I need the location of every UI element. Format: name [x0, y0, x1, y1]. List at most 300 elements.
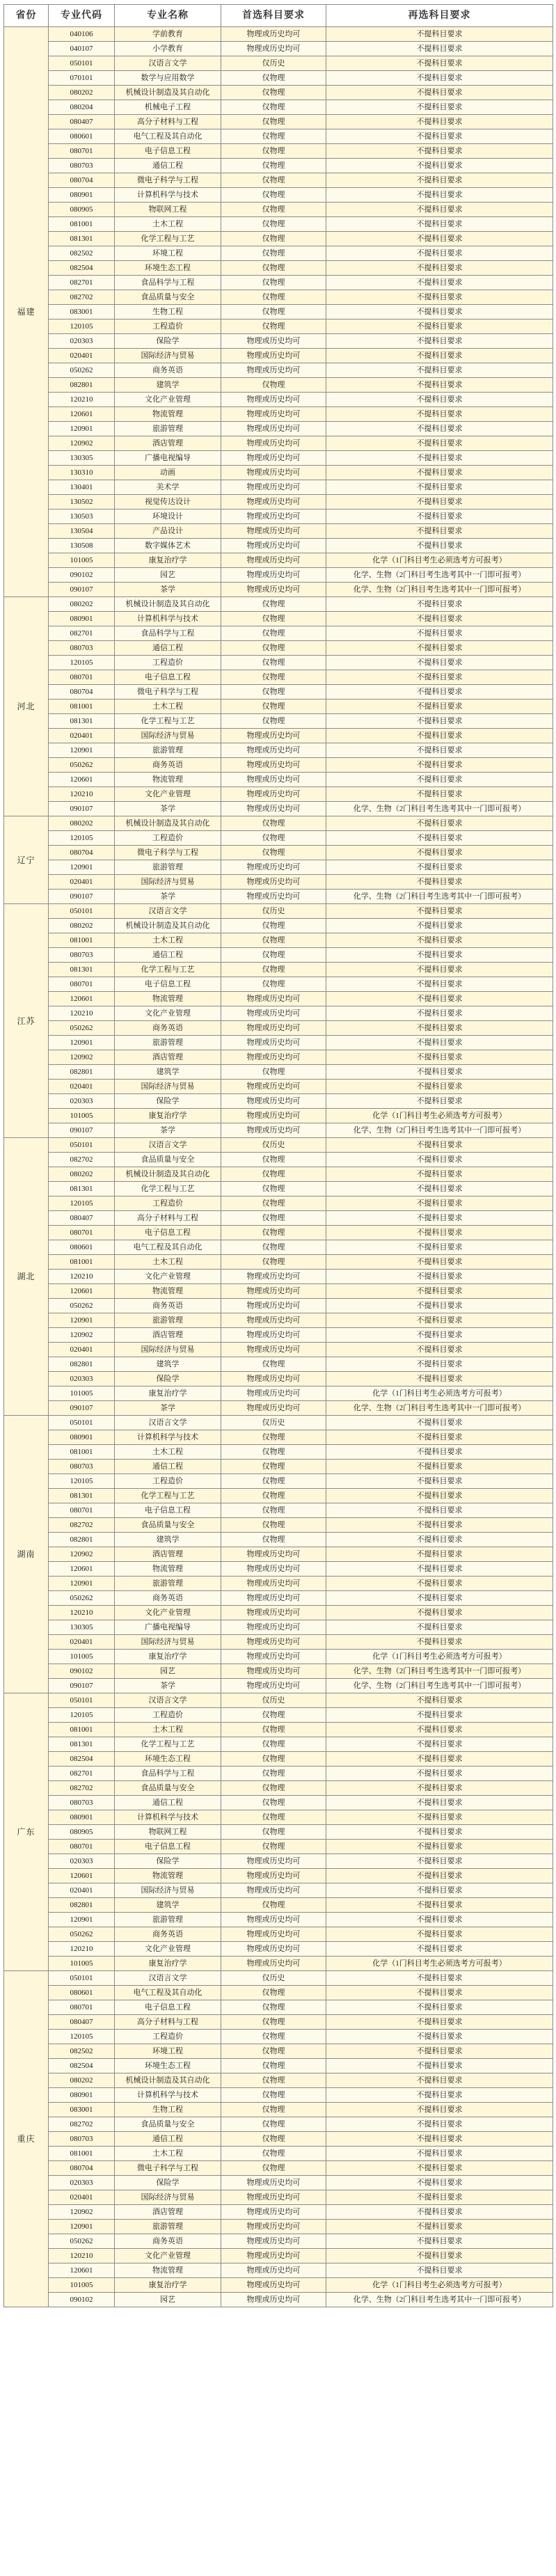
- table-row: [4, 568, 553, 583]
- major-code-cell: 050101: [49, 904, 115, 919]
- first-subject-cell: 物理或历史均可: [221, 1664, 326, 1679]
- table-row: [4, 2073, 553, 2088]
- table-row: [4, 1416, 553, 1430]
- major-code-cell: 020401: [49, 2190, 115, 2205]
- first-subject-cell: 物理或历史均可: [221, 553, 326, 568]
- second-subject-cell: 不提科目要求: [326, 2147, 553, 2161]
- table-row: [4, 1226, 553, 1240]
- major-code-cell: 120902: [49, 436, 115, 451]
- first-subject-cell: 物理或历史均可: [221, 1679, 326, 1693]
- table-row: [4, 1138, 553, 1153]
- first-subject-cell: 物理或历史均可: [221, 1854, 326, 1869]
- major-name-cell: 国际经济与贸易: [115, 1343, 221, 1357]
- major-code-cell: 080601: [49, 1240, 115, 1255]
- major-code-cell: 050262: [49, 1299, 115, 1313]
- second-subject-cell: 不提科目要求: [326, 349, 553, 363]
- second-subject-cell: 化学、生物（2门科目考生选考其中一门即可报考）: [326, 2293, 553, 2307]
- major-name-cell: 计算机科学与技术: [115, 2088, 221, 2103]
- major-name-cell: 机械电子工程: [115, 100, 221, 115]
- second-subject-cell: 不提科目要求: [326, 831, 553, 846]
- second-subject-cell: 不提科目要求: [326, 115, 553, 129]
- first-subject-cell: 物理或历史均可: [221, 466, 326, 480]
- major-name-cell: 通信工程: [115, 159, 221, 173]
- major-code-cell: 120901: [49, 743, 115, 758]
- first-subject-cell: 物理或历史均可: [221, 422, 326, 436]
- second-subject-cell: 不提科目要求: [326, 816, 553, 831]
- second-subject-cell: 不提科目要求: [326, 42, 553, 56]
- major-code-cell: 120210: [49, 1006, 115, 1021]
- second-subject-cell: 化学、生物（2门科目考生选考其中一门即可报考）: [326, 1123, 553, 1138]
- second-subject-cell: 不提科目要求: [326, 1635, 553, 1650]
- second-subject-cell: 不提科目要求: [326, 904, 553, 919]
- second-subject-cell: 不提科目要求: [326, 875, 553, 890]
- table-row: [4, 422, 553, 436]
- second-subject-cell: 不提科目要求: [326, 743, 553, 758]
- major-code-cell: 081001: [49, 217, 115, 232]
- major-name-cell: 酒店管理: [115, 436, 221, 451]
- first-subject-cell: 物理或历史均可: [221, 758, 326, 773]
- major-name-cell: 生物工程: [115, 2103, 221, 2117]
- table-row: [4, 2103, 553, 2117]
- first-subject-cell: 仅物理: [221, 1153, 326, 1167]
- major-code-cell: 080202: [49, 2073, 115, 2088]
- major-name-cell: 化学工程与工艺: [115, 1489, 221, 1503]
- major-code-cell: 050101: [49, 1138, 115, 1153]
- major-code-cell: 090107: [49, 1401, 115, 1416]
- first-subject-cell: 物理或历史均可: [221, 1386, 326, 1401]
- major-code-cell: 101005: [49, 1109, 115, 1123]
- major-code-cell: 080703: [49, 159, 115, 173]
- major-code-cell: 080202: [49, 597, 115, 612]
- table-row: [4, 480, 553, 495]
- major-code-cell: 040107: [49, 42, 115, 56]
- second-subject-cell: 不提科目要求: [326, 1299, 553, 1313]
- table-row: [4, 1328, 553, 1343]
- table-row: [4, 2249, 553, 2263]
- major-code-cell: 080601: [49, 1986, 115, 2000]
- first-subject-cell: 仅物理: [221, 1825, 326, 1840]
- major-name-cell: 电子信息工程: [115, 144, 221, 159]
- table-row: [4, 1810, 553, 1825]
- major-code-cell: 082502: [49, 246, 115, 261]
- major-code-cell: 081001: [49, 1445, 115, 1460]
- second-subject-cell: 化学、生物（2门科目考生选考其中一门即可报考）: [326, 890, 553, 904]
- second-subject-cell: 不提科目要求: [326, 1883, 553, 1898]
- second-subject-cell: 不提科目要求: [326, 1591, 553, 1606]
- table-row: [4, 2220, 553, 2234]
- second-subject-cell: 不提科目要求: [326, 2132, 553, 2147]
- second-subject-cell: 不提科目要求: [326, 2220, 553, 2234]
- first-subject-cell: 物理或历史均可: [221, 1927, 326, 1942]
- major-code-cell: 120601: [49, 1284, 115, 1299]
- first-subject-cell: 物理或历史均可: [221, 451, 326, 466]
- first-subject-cell: 仅物理: [221, 2015, 326, 2030]
- major-name-cell: 酒店管理: [115, 1547, 221, 1562]
- second-subject-cell: 不提科目要求: [326, 846, 553, 860]
- first-subject-cell: 仅物理: [221, 612, 326, 626]
- second-subject-cell: 不提科目要求: [326, 2030, 553, 2044]
- major-code-cell: 080701: [49, 144, 115, 159]
- second-subject-cell: 不提科目要求: [326, 1489, 553, 1503]
- major-name-cell: 环境设计: [115, 509, 221, 524]
- major-name-cell: 建筑学: [115, 1533, 221, 1547]
- first-subject-cell: 仅物理: [221, 305, 326, 319]
- first-subject-cell: 仅物理: [221, 159, 326, 173]
- table-row: [4, 1503, 553, 1518]
- first-subject-cell: 仅物理: [221, 115, 326, 129]
- major-name-cell: 食品质量与安全: [115, 1781, 221, 1796]
- major-name-cell: 文化产业管理: [115, 2249, 221, 2263]
- major-name-cell: 文化产业管理: [115, 1270, 221, 1284]
- second-subject-cell: 不提科目要求: [326, 1796, 553, 1810]
- major-name-cell: 旅游管理: [115, 2220, 221, 2234]
- major-name-cell: 工程造价: [115, 1196, 221, 1211]
- table-row: [4, 1343, 553, 1357]
- major-code-cell: 082702: [49, 1781, 115, 1796]
- first-subject-cell: 物理或历史均可: [221, 539, 326, 553]
- major-name-cell: 土木工程: [115, 1255, 221, 1270]
- second-subject-cell: 不提科目要求: [326, 729, 553, 743]
- major-name-cell: 化学工程与工艺: [115, 1737, 221, 1752]
- first-subject-cell: 物理或历史均可: [221, 992, 326, 1006]
- table-row: [4, 1986, 553, 2000]
- table-row: [4, 758, 553, 773]
- first-subject-cell: 物理或历史均可: [221, 363, 326, 378]
- major-code-cell: 020401: [49, 1343, 115, 1357]
- first-subject-cell: 物理或历史均可: [221, 1080, 326, 1094]
- table-row: [4, 2234, 553, 2249]
- second-subject-cell: 不提科目要求: [326, 714, 553, 729]
- second-subject-cell: 不提科目要求: [326, 1825, 553, 1840]
- first-subject-cell: 仅物理: [221, 276, 326, 290]
- second-subject-cell: 不提科目要求: [326, 787, 553, 802]
- first-subject-cell: 物理或历史均可: [221, 1883, 326, 1898]
- major-name-cell: 茶学: [115, 1401, 221, 1416]
- second-subject-cell: 不提科目要求: [326, 597, 553, 612]
- second-subject-cell: 不提科目要求: [326, 393, 553, 407]
- major-name-cell: 电气工程及其自动化: [115, 1240, 221, 1255]
- major-name-cell: 文化产业管理: [115, 1942, 221, 1957]
- table-row: [4, 977, 553, 992]
- major-name-cell: 生物工程: [115, 305, 221, 319]
- major-code-cell: 080701: [49, 1503, 115, 1518]
- major-name-cell: 商务英语: [115, 1299, 221, 1313]
- major-name-cell: 康复治疗学: [115, 1957, 221, 1971]
- first-subject-cell: 仅物理: [221, 656, 326, 670]
- first-subject-cell: 物理或历史均可: [221, 1620, 326, 1635]
- first-subject-cell: 物理或历史均可: [221, 787, 326, 802]
- first-subject-cell: 物理或历史均可: [221, 1328, 326, 1343]
- major-code-cell: 050262: [49, 2234, 115, 2249]
- first-subject-cell: 仅历史: [221, 56, 326, 71]
- major-code-cell: 090107: [49, 890, 115, 904]
- second-subject-cell: 不提科目要求: [326, 129, 553, 144]
- major-code-cell: 080204: [49, 100, 115, 115]
- major-code-cell: 130502: [49, 495, 115, 509]
- second-subject-cell: 不提科目要求: [326, 378, 553, 393]
- table-row: [4, 1723, 553, 1737]
- second-subject-cell: 不提科目要求: [326, 495, 553, 509]
- first-subject-cell: 物理或历史均可: [221, 890, 326, 904]
- province-cell: 湖北: [4, 1138, 49, 1416]
- second-subject-cell: 不提科目要求: [326, 276, 553, 290]
- table-row: [4, 1854, 553, 1869]
- table-row: [4, 1796, 553, 1810]
- major-code-cell: 120601: [49, 773, 115, 787]
- first-subject-cell: 物理或历史均可: [221, 802, 326, 816]
- first-subject-cell: 仅物理: [221, 933, 326, 948]
- first-subject-cell: 仅物理: [221, 831, 326, 846]
- table-row: [4, 115, 553, 129]
- major-code-cell: 080202: [49, 1167, 115, 1182]
- major-name-cell: 土木工程: [115, 217, 221, 232]
- second-subject-cell: 不提科目要求: [326, 1050, 553, 1065]
- province-cell: 辽宁: [4, 816, 49, 904]
- major-name-cell: 机械设计制造及其自动化: [115, 919, 221, 933]
- major-name-cell: 计算机科学与技术: [115, 1430, 221, 1445]
- second-subject-cell: 不提科目要求: [326, 1723, 553, 1737]
- major-code-cell: 080601: [49, 129, 115, 144]
- second-subject-cell: 不提科目要求: [326, 2088, 553, 2103]
- second-subject-cell: 不提科目要求: [326, 2015, 553, 2030]
- second-subject-cell: 不提科目要求: [326, 1781, 553, 1796]
- major-name-cell: 园艺: [115, 2293, 221, 2307]
- major-code-cell: 020401: [49, 875, 115, 890]
- table-row: [4, 1957, 553, 1971]
- major-code-cell: 020303: [49, 1094, 115, 1109]
- major-name-cell: 通信工程: [115, 2132, 221, 2147]
- major-name-cell: 工程造价: [115, 831, 221, 846]
- table-row: [4, 1533, 553, 1547]
- second-subject-cell: 不提科目要求: [326, 451, 553, 466]
- major-name-cell: 国际经济与贸易: [115, 1635, 221, 1650]
- first-subject-cell: 仅物理: [221, 1533, 326, 1547]
- first-subject-cell: 物理或历史均可: [221, 1942, 326, 1957]
- second-subject-cell: 不提科目要求: [326, 1518, 553, 1533]
- first-subject-cell: 仅物理: [221, 2044, 326, 2059]
- major-name-cell: 国际经济与贸易: [115, 1883, 221, 1898]
- major-name-cell: 动画: [115, 466, 221, 480]
- major-code-cell: 120105: [49, 1196, 115, 1211]
- major-code-cell: 082801: [49, 1533, 115, 1547]
- first-subject-cell: 仅物理: [221, 2030, 326, 2044]
- table-row: [4, 1240, 553, 1255]
- first-subject-cell: 物理或历史均可: [221, 568, 326, 583]
- major-name-cell: 酒店管理: [115, 1328, 221, 1343]
- second-subject-cell: 不提科目要求: [326, 1036, 553, 1050]
- table-row: [4, 612, 553, 626]
- second-subject-cell: 不提科目要求: [326, 217, 553, 232]
- major-code-cell: 083001: [49, 305, 115, 319]
- second-subject-cell: 不提科目要求: [326, 1167, 553, 1182]
- major-name-cell: 学前教育: [115, 27, 221, 42]
- major-name-cell: 国际经济与贸易: [115, 1080, 221, 1094]
- first-subject-cell: 仅物理: [221, 1211, 326, 1226]
- second-subject-cell: 不提科目要求: [326, 626, 553, 641]
- major-name-cell: 环境生态工程: [115, 2059, 221, 2073]
- first-subject-cell: 仅物理: [221, 144, 326, 159]
- second-subject-cell: 不提科目要求: [326, 773, 553, 787]
- major-code-cell: 080703: [49, 2132, 115, 2147]
- table-row: [4, 700, 553, 714]
- major-name-cell: 计算机科学与技术: [115, 188, 221, 203]
- major-name-cell: 物流管理: [115, 407, 221, 422]
- header-code: 专业代码: [49, 5, 115, 27]
- major-code-cell: 120210: [49, 1942, 115, 1957]
- major-code-cell: 082701: [49, 276, 115, 290]
- major-code-cell: 082701: [49, 626, 115, 641]
- first-subject-cell: 物理或历史均可: [221, 773, 326, 787]
- major-name-cell: 保险学: [115, 2176, 221, 2190]
- first-subject-cell: 仅物理: [221, 2059, 326, 2073]
- second-subject-cell: 不提科目要求: [326, 1226, 553, 1240]
- second-subject-cell: 化学、生物（2门科目考生选考其中一门即可报考）: [326, 1401, 553, 1416]
- first-subject-cell: 仅物理: [221, 71, 326, 86]
- major-code-cell: 080901: [49, 612, 115, 626]
- major-code-cell: 050101: [49, 1971, 115, 1986]
- major-code-cell: 080202: [49, 816, 115, 831]
- major-code-cell: 120210: [49, 2249, 115, 2263]
- second-subject-cell: 不提科目要求: [326, 524, 553, 539]
- table-row: [4, 1123, 553, 1138]
- major-name-cell: 汉语言文学: [115, 904, 221, 919]
- first-subject-cell: 物理或历史均可: [221, 2278, 326, 2293]
- major-code-cell: 130401: [49, 480, 115, 495]
- major-code-cell: 130310: [49, 466, 115, 480]
- first-subject-cell: 仅物理: [221, 100, 326, 115]
- major-name-cell: 数字媒体艺术: [115, 539, 221, 553]
- major-code-cell: 020303: [49, 334, 115, 349]
- major-code-cell: 130305: [49, 451, 115, 466]
- second-subject-cell: 不提科目要求: [326, 1971, 553, 1986]
- table-row: [4, 714, 553, 729]
- major-name-cell: 食品质量与安全: [115, 1518, 221, 1533]
- first-subject-cell: 仅物理: [221, 232, 326, 246]
- table-row: [4, 1080, 553, 1094]
- second-subject-cell: 化学、生物（2门科目考生选考其中一门即可报考）: [326, 568, 553, 583]
- major-name-cell: 化学工程与工艺: [115, 714, 221, 729]
- major-code-cell: 130305: [49, 1620, 115, 1635]
- major-name-cell: 国际经济与贸易: [115, 2190, 221, 2205]
- table-row: [4, 334, 553, 349]
- table-row: [4, 846, 553, 860]
- table-row: [4, 1679, 553, 1693]
- second-subject-cell: 不提科目要求: [326, 1240, 553, 1255]
- major-code-cell: 120601: [49, 992, 115, 1006]
- major-code-cell: 082702: [49, 1518, 115, 1533]
- table-row: [4, 919, 553, 933]
- first-subject-cell: 仅物理: [221, 1474, 326, 1489]
- header-second-subject: 再选科目要求: [326, 5, 553, 27]
- first-subject-cell: 仅物理: [221, 1781, 326, 1796]
- table-row: [4, 2161, 553, 2176]
- first-subject-cell: 物理或历史均可: [221, 524, 326, 539]
- table-row: [4, 1430, 553, 1445]
- major-code-cell: 080701: [49, 977, 115, 992]
- first-subject-cell: 物理或历史均可: [221, 875, 326, 890]
- table-row: [4, 539, 553, 553]
- second-subject-cell: 不提科目要求: [326, 1942, 553, 1957]
- table-row: [4, 1942, 553, 1957]
- first-subject-cell: 仅物理: [221, 919, 326, 933]
- first-subject-cell: 仅物理: [221, 963, 326, 977]
- major-code-cell: 082701: [49, 1767, 115, 1781]
- table-row: [4, 246, 553, 261]
- first-subject-cell: 仅物理: [221, 948, 326, 963]
- table-row: [4, 773, 553, 787]
- first-subject-cell: 物理或历史均可: [221, 27, 326, 42]
- second-subject-cell: 不提科目要求: [326, 612, 553, 626]
- second-subject-cell: 不提科目要求: [326, 1211, 553, 1226]
- second-subject-cell: 不提科目要求: [326, 305, 553, 319]
- major-name-cell: 高分子材料与工程: [115, 1211, 221, 1226]
- first-subject-cell: 仅物理: [221, 1196, 326, 1211]
- table-row: [4, 1021, 553, 1036]
- province-cell: 广东: [4, 1693, 49, 1971]
- second-subject-cell: 不提科目要求: [326, 656, 553, 670]
- major-code-cell: 080703: [49, 641, 115, 656]
- second-subject-cell: 不提科目要求: [326, 992, 553, 1006]
- first-subject-cell: 仅物理: [221, 1430, 326, 1445]
- major-name-cell: 茶学: [115, 1123, 221, 1138]
- table-row: [4, 1284, 553, 1299]
- major-code-cell: 082702: [49, 290, 115, 305]
- first-subject-cell: 仅历史: [221, 1971, 326, 1986]
- table-row: [4, 1781, 553, 1796]
- table-row: [4, 1840, 553, 1854]
- first-subject-cell: 仅物理: [221, 203, 326, 217]
- second-subject-cell: 不提科目要求: [326, 1927, 553, 1942]
- table-row: [4, 144, 553, 159]
- second-subject-cell: 不提科目要求: [326, 641, 553, 656]
- second-subject-cell: 不提科目要求: [326, 2263, 553, 2278]
- table-row: [4, 553, 553, 568]
- table-row: [4, 217, 553, 232]
- table-row: [4, 1518, 553, 1533]
- major-code-cell: 101005: [49, 2278, 115, 2293]
- major-name-cell: 美术学: [115, 480, 221, 495]
- table-row: [4, 685, 553, 700]
- table-row: [4, 393, 553, 407]
- first-subject-cell: 仅历史: [221, 1693, 326, 1708]
- major-name-cell: 微电子科学与工程: [115, 2161, 221, 2176]
- second-subject-cell: 不提科目要求: [326, 363, 553, 378]
- major-code-cell: 080901: [49, 188, 115, 203]
- major-code-cell: 082504: [49, 2059, 115, 2073]
- table-row: [4, 1211, 553, 1226]
- major-code-cell: 130503: [49, 509, 115, 524]
- first-subject-cell: 物理或历史均可: [221, 2205, 326, 2220]
- table-row: [4, 743, 553, 758]
- major-name-cell: 物流管理: [115, 2263, 221, 2278]
- table-row: [4, 2015, 553, 2030]
- table-row: [4, 1825, 553, 1840]
- major-code-cell: 120902: [49, 1547, 115, 1562]
- table-row: [4, 188, 553, 203]
- major-code-cell: 130508: [49, 539, 115, 553]
- major-name-cell: 文化产业管理: [115, 787, 221, 802]
- major-code-cell: 080704: [49, 173, 115, 188]
- major-name-cell: 建筑学: [115, 1065, 221, 1080]
- major-name-cell: 茶学: [115, 890, 221, 904]
- major-code-cell: 081001: [49, 700, 115, 714]
- major-code-cell: 020401: [49, 349, 115, 363]
- first-subject-cell: 物理或历史均可: [221, 1547, 326, 1562]
- table-row: [4, 2293, 553, 2307]
- major-name-cell: 康复治疗学: [115, 1386, 221, 1401]
- first-subject-cell: 仅物理: [221, 2132, 326, 2147]
- major-code-cell: 080703: [49, 1796, 115, 1810]
